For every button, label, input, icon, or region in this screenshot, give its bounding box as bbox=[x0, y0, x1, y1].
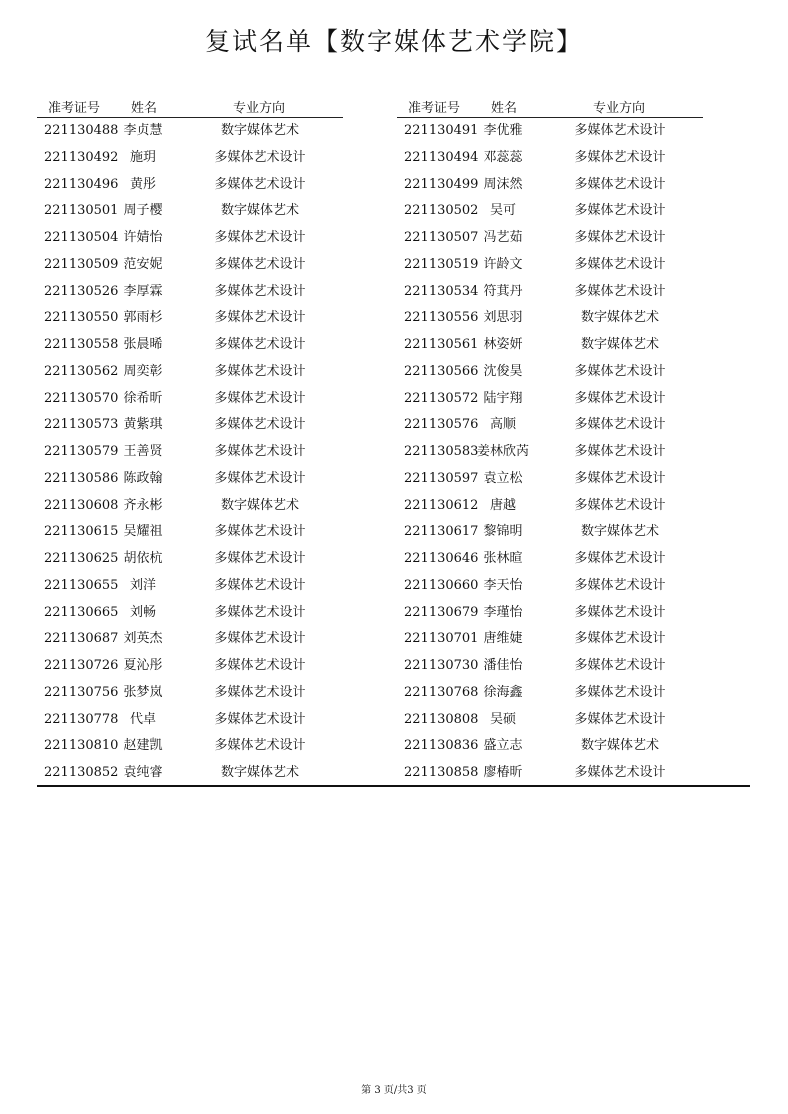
name-cell: 周沫然 bbox=[483, 176, 523, 192]
major-cell: 多媒体艺术设计 bbox=[214, 470, 306, 486]
name-cell: 刘思羽 bbox=[483, 310, 523, 326]
exam-id-cell: 221130730 bbox=[404, 658, 479, 673]
name-cell: 张梦岚 bbox=[123, 684, 163, 700]
exam-id-cell: 221130679 bbox=[404, 604, 479, 620]
exam-id-cell: 221130570 bbox=[44, 390, 119, 406]
major-cell: 多媒体艺术设计 bbox=[574, 765, 666, 780]
major-cell: 多媒体艺术设计 bbox=[214, 551, 306, 566]
major-cell: 多媒体艺术设计 bbox=[574, 470, 666, 486]
exam-id-cell: 221130608 bbox=[44, 497, 119, 513]
exam-id-cell: 221130576 bbox=[404, 417, 479, 433]
exam-id-cell: 221130550 bbox=[44, 310, 119, 326]
major-cell: 多媒体艺术设计 bbox=[214, 444, 306, 459]
major-cell: 多媒体艺术设计 bbox=[574, 577, 666, 593]
exam-id-cell: 221130558 bbox=[44, 337, 119, 352]
name-cell: 赵建凯 bbox=[123, 738, 163, 754]
major-cell: 多媒体艺术设计 bbox=[214, 310, 306, 326]
header-rule-left bbox=[37, 117, 343, 118]
name-cell: 黎锦明 bbox=[483, 524, 523, 540]
exam-id-cell: 221130492 bbox=[44, 149, 119, 165]
major-cell: 数字媒体艺术 bbox=[580, 738, 659, 754]
name-cell: 陆宇翔 bbox=[483, 390, 523, 406]
exam-id-cell: 221130501 bbox=[44, 203, 119, 219]
name-cell: 袁纯睿 bbox=[123, 765, 163, 780]
header-name-left: 姓名 bbox=[131, 101, 158, 116]
exam-id-cell: 221130687 bbox=[44, 631, 119, 647]
name-cell: 李厚霖 bbox=[123, 283, 163, 299]
major-cell: 多媒体艺术设计 bbox=[574, 390, 666, 406]
exam-id-cell: 221130586 bbox=[44, 470, 119, 486]
name-cell: 夏沁彤 bbox=[123, 658, 163, 673]
name-cell: 吴可 bbox=[489, 203, 516, 219]
header-name-right: 姓名 bbox=[491, 101, 518, 116]
name-cell: 刘畅 bbox=[129, 604, 156, 620]
major-cell: 多媒体艺术设计 bbox=[574, 631, 666, 647]
major-cell: 多媒体艺术设计 bbox=[214, 390, 306, 406]
exam-id-cell: 221130836 bbox=[404, 738, 479, 754]
major-cell: 多媒体艺术设计 bbox=[214, 738, 306, 754]
major-cell: 多媒体艺术设计 bbox=[574, 604, 666, 620]
exam-id-cell: 221130646 bbox=[404, 551, 479, 566]
exam-id-cell: 221130612 bbox=[404, 497, 479, 513]
exam-id-cell: 221130778 bbox=[44, 711, 119, 727]
exam-id-cell: 221130499 bbox=[404, 176, 479, 192]
exam-id-cell: 221130756 bbox=[44, 684, 119, 700]
name-cell: 潘佳怡 bbox=[483, 658, 523, 673]
header-id-right: 准考证号 bbox=[408, 101, 461, 116]
exam-id-cell: 221130768 bbox=[404, 684, 479, 700]
major-cell: 多媒体艺术设计 bbox=[574, 203, 666, 219]
major-cell: 多媒体艺术设计 bbox=[214, 230, 306, 245]
exam-id-cell: 221130519 bbox=[404, 256, 479, 272]
name-cell: 冯艺茹 bbox=[483, 230, 523, 245]
name-cell: 代卓 bbox=[129, 711, 156, 727]
name-cell: 王善贤 bbox=[123, 444, 163, 459]
exam-id-cell: 221130579 bbox=[44, 444, 119, 459]
page-footer: 第 3 页/共3 页 bbox=[361, 1085, 427, 1096]
name-cell: 周奕彰 bbox=[123, 363, 163, 379]
header-rule-right bbox=[397, 117, 703, 118]
major-cell: 多媒体艺术设计 bbox=[574, 444, 666, 459]
exam-id-cell: 221130494 bbox=[404, 149, 479, 165]
major-cell: 多媒体艺术设计 bbox=[214, 256, 306, 272]
name-cell: 许龄文 bbox=[483, 256, 523, 272]
major-cell: 多媒体艺术设计 bbox=[574, 123, 666, 138]
exam-id-cell: 221130496 bbox=[44, 176, 119, 192]
major-cell: 数字媒体艺术 bbox=[220, 123, 299, 138]
major-cell: 多媒体艺术设计 bbox=[214, 417, 306, 433]
name-cell: 高顺 bbox=[489, 417, 516, 433]
exam-id-cell: 221130665 bbox=[44, 604, 119, 620]
name-cell: 陈政翰 bbox=[123, 470, 163, 486]
major-cell: 多媒体艺术设计 bbox=[214, 283, 306, 299]
name-cell: 沈俊昊 bbox=[483, 363, 523, 379]
name-cell: 李天怡 bbox=[483, 577, 523, 593]
major-cell: 多媒体艺术设计 bbox=[574, 230, 666, 245]
exam-id-cell: 221130491 bbox=[404, 123, 479, 138]
major-cell: 多媒体艺术设计 bbox=[214, 711, 306, 727]
name-cell: 唐越 bbox=[489, 497, 516, 513]
name-cell: 胡依杭 bbox=[123, 551, 163, 566]
major-cell: 多媒体艺术设计 bbox=[574, 149, 666, 165]
major-cell: 多媒体艺术设计 bbox=[574, 658, 666, 673]
major-cell: 多媒体艺术设计 bbox=[214, 149, 306, 165]
major-cell: 数字媒体艺术 bbox=[580, 337, 659, 352]
major-cell: 多媒体艺术设计 bbox=[574, 684, 666, 700]
exam-id-cell: 221130583 bbox=[404, 444, 479, 459]
name-cell: 盛立志 bbox=[483, 738, 523, 754]
exam-id-cell: 221130504 bbox=[44, 230, 119, 245]
major-cell: 多媒体艺术设计 bbox=[214, 363, 306, 379]
name-cell: 张晨晞 bbox=[123, 337, 163, 352]
exam-id-cell: 221130566 bbox=[404, 363, 479, 379]
exam-id-cell: 221130810 bbox=[44, 738, 119, 754]
exam-id-cell: 221130726 bbox=[44, 658, 119, 673]
name-cell: 施玥 bbox=[129, 149, 156, 165]
name-cell: 徐海鑫 bbox=[483, 684, 523, 700]
exam-id-cell: 221130556 bbox=[404, 310, 479, 326]
exam-id-cell: 221130573 bbox=[44, 417, 119, 433]
major-cell: 多媒体艺术设计 bbox=[574, 176, 666, 192]
exam-id-cell: 221130615 bbox=[44, 524, 119, 540]
exam-id-cell: 221130534 bbox=[404, 283, 479, 299]
major-cell: 多媒体艺术设计 bbox=[214, 337, 306, 352]
major-cell: 多媒体艺术设计 bbox=[574, 256, 666, 272]
major-cell: 多媒体艺术设计 bbox=[574, 363, 666, 379]
major-cell: 多媒体艺术设计 bbox=[214, 524, 306, 540]
name-cell: 李优雅 bbox=[483, 123, 523, 138]
exam-id-cell: 221130655 bbox=[44, 577, 119, 593]
exam-id-cell: 221130858 bbox=[404, 765, 479, 780]
name-cell: 刘洋 bbox=[129, 577, 156, 593]
name-cell: 刘英杰 bbox=[123, 631, 163, 647]
major-cell: 多媒体艺术设计 bbox=[214, 631, 306, 647]
major-cell: 数字媒体艺术 bbox=[220, 765, 299, 780]
major-cell: 多媒体艺术设计 bbox=[214, 684, 306, 700]
exam-id-cell: 221130488 bbox=[44, 123, 119, 138]
exam-id-cell: 221130701 bbox=[404, 631, 479, 647]
name-cell: 唐维婕 bbox=[483, 631, 523, 647]
major-cell: 多媒体艺术设计 bbox=[574, 283, 666, 299]
major-cell: 多媒体艺术设计 bbox=[574, 417, 666, 433]
major-cell: 数字媒体艺术 bbox=[220, 203, 299, 219]
name-cell: 廖椿昕 bbox=[483, 765, 523, 780]
exam-id-cell: 221130507 bbox=[404, 230, 479, 245]
exam-id-cell: 221130852 bbox=[44, 765, 119, 780]
name-cell: 范安妮 bbox=[123, 256, 163, 272]
major-cell: 多媒体艺术设计 bbox=[574, 497, 666, 513]
major-cell: 多媒体艺术设计 bbox=[574, 551, 666, 566]
major-cell: 数字媒体艺术 bbox=[220, 497, 299, 513]
name-cell: 袁立松 bbox=[483, 470, 523, 486]
major-cell: 多媒体艺术设计 bbox=[214, 604, 306, 620]
name-cell: 周子樱 bbox=[123, 203, 163, 219]
header-major-right: 专业方向 bbox=[593, 101, 646, 116]
exam-id-cell: 221130561 bbox=[404, 337, 479, 352]
name-cell: 吴硕 bbox=[489, 711, 516, 727]
name-cell: 徐希昕 bbox=[123, 390, 163, 406]
name-cell: 李贞慧 bbox=[123, 123, 163, 138]
name-cell: 许婧怡 bbox=[123, 230, 163, 245]
name-cell: 黄彤 bbox=[129, 176, 156, 192]
exam-id-cell: 221130597 bbox=[404, 470, 479, 486]
exam-id-cell: 221130572 bbox=[404, 390, 479, 406]
name-cell: 符萁丹 bbox=[483, 283, 523, 299]
exam-id-cell: 221130808 bbox=[404, 711, 479, 727]
exam-id-cell: 221130660 bbox=[404, 577, 479, 593]
name-cell: 吴耀祖 bbox=[123, 524, 163, 540]
major-cell: 数字媒体艺术 bbox=[580, 524, 659, 540]
exam-id-cell: 221130617 bbox=[404, 524, 479, 540]
name-cell: 齐永彬 bbox=[123, 497, 163, 513]
major-cell: 多媒体艺术设计 bbox=[574, 711, 666, 727]
header-id-left: 准考证号 bbox=[48, 101, 101, 116]
bottom-rule bbox=[37, 785, 750, 787]
exam-id-cell: 221130526 bbox=[44, 283, 119, 299]
exam-id-cell: 221130509 bbox=[44, 256, 119, 272]
page-title: 复试名单【数字媒体艺术学院】 bbox=[204, 27, 583, 56]
name-cell: 张林暄 bbox=[483, 551, 523, 566]
name-cell: 郭雨杉 bbox=[123, 310, 163, 326]
major-cell: 多媒体艺术设计 bbox=[214, 577, 306, 593]
major-cell: 多媒体艺术设计 bbox=[214, 658, 306, 673]
name-cell: 林姿妍 bbox=[483, 337, 523, 352]
name-cell: 李瑾怡 bbox=[483, 604, 523, 620]
exam-id-cell: 221130562 bbox=[44, 363, 119, 379]
name-cell: 姜林欣芮 bbox=[476, 444, 529, 459]
exam-id-cell: 221130625 bbox=[44, 551, 119, 566]
exam-id-cell: 221130502 bbox=[404, 203, 479, 219]
header-major-left: 专业方向 bbox=[233, 101, 286, 116]
major-cell: 数字媒体艺术 bbox=[580, 310, 659, 326]
major-cell: 多媒体艺术设计 bbox=[214, 176, 306, 192]
name-cell: 邓蕊蕊 bbox=[483, 149, 523, 165]
name-cell: 黄紫琪 bbox=[123, 417, 163, 433]
